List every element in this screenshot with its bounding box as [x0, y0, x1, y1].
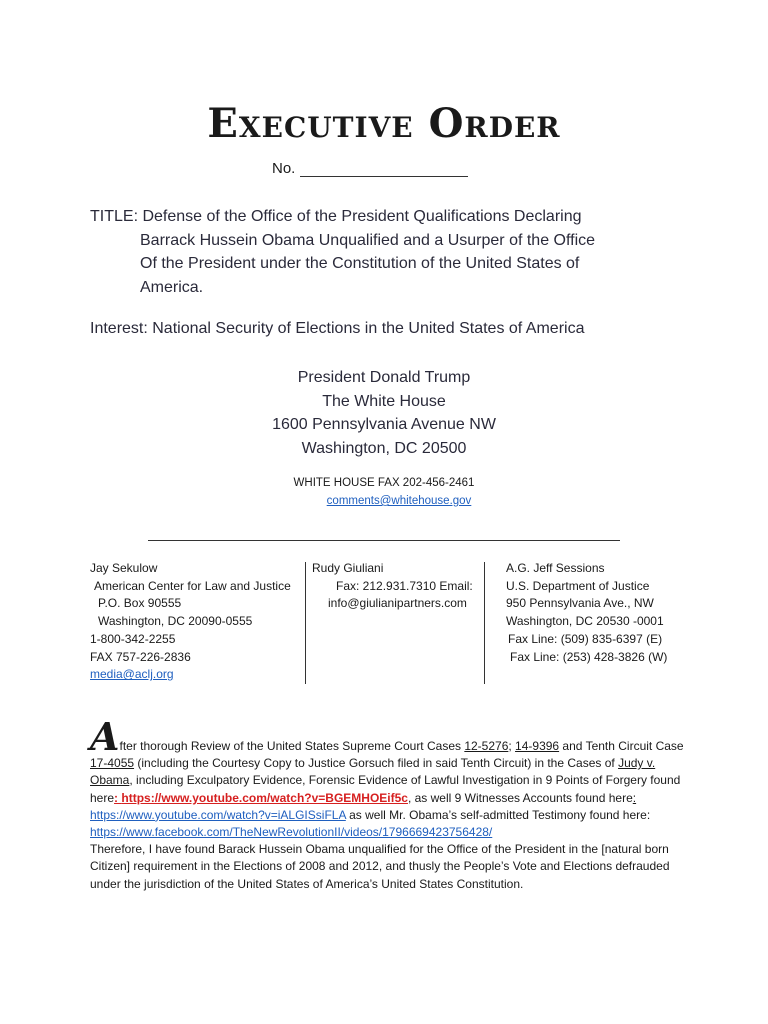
youtube-link-witnesses[interactable]: https://www.youtube.com/watch?v=iALGISsiFLA: [90, 807, 346, 822]
fax-email-link[interactable]: comments@whitehouse.gov: [326, 495, 472, 507]
sessions-street: 950 Pennsylvania Ave., NW: [506, 596, 654, 611]
order-number-blank: [300, 162, 468, 177]
youtube-link-forgery[interactable]: https://www.youtube.com/watch?v=BGEMHOEif5c: [121, 790, 408, 805]
interest-line: Interest: National Security of Elections in the United States of America: [90, 320, 585, 337]
giuliani-fax: Fax: 212.931.7310 Email:: [336, 578, 473, 593]
giuliani-name: Rudy Giuliani: [312, 561, 384, 575]
drop-cap: A: [90, 714, 120, 759]
case-17-4055: 17-4055: [90, 756, 135, 771]
sekulow-org: American Center for Law and Justice: [94, 578, 291, 593]
title-block: [90, 205, 650, 299]
sessions-city: Washington, DC 20530 -0001: [506, 614, 664, 629]
address-street: 1600 Pennsylvania Avenue NW: [272, 416, 496, 433]
address-city: Washington, DC 20500: [301, 439, 467, 457]
case-14-9396: 14-9396: [515, 739, 560, 753]
sekulow-city: Washington, DC 20090-0555: [98, 614, 253, 629]
order-number: [272, 160, 468, 177]
fax-block: [0, 474, 768, 510]
body-text-segment: (including the Courtesy Copy to Justice Gorsuch filed in said Tenth Circuit) in the Cases of: [134, 756, 619, 771]
colon-2: :: [632, 790, 637, 805]
title-line-1: TITLE: Defense of the Office of the President Qualifications Declaring: [90, 208, 582, 225]
document-title: Executive Order: [207, 100, 561, 147]
body-paragraph: [90, 714, 685, 893]
divider-line: [148, 540, 620, 541]
sessions-org: U.S. Department of Justice: [506, 578, 650, 593]
case-judy-v-obama: Judy v. Obama: [90, 756, 656, 788]
sessions-fax-w: Fax Line: (253) 428-3826 (W): [510, 649, 668, 664]
body-text-segment: as well Mr. Obama’s self-admitted Testimony found here:: [345, 807, 651, 822]
sekulow-phone: 1-800-342-2255: [90, 631, 176, 646]
contact-giuliani: [306, 560, 484, 613]
title-line-3: Of the President under the Constitution of the United States of: [140, 255, 580, 272]
case-12-5276: 12-5276: [464, 739, 509, 753]
body-text-segment: and Tenth Circuit Case: [559, 739, 684, 753]
contact-sessions: [484, 560, 684, 666]
fax-line: WHITE HOUSE FAX 202-456-2461: [293, 477, 475, 489]
sessions-fax-e: Fax Line: (509) 835-6397 (E): [508, 631, 663, 646]
body-text-segment: ;: [508, 739, 516, 753]
conclusion-paragraph: Therefore, I have found Barack Hussein Obama unqualified for the Office of the President in the [natural born Citizen] requirement in the Elections of 2008 and 2012, and thusly the People’s Vote and Elections defrauded under the jurisdiction of the United States of America’s United States Constitution.: [90, 842, 670, 891]
title-line-2: Barrack Hussein Obama Unqualified and a Usurper of the Office: [140, 231, 596, 249]
address-name: President Donald Trump: [297, 369, 471, 386]
sekulow-name: Jay Sekulow: [90, 561, 158, 575]
body-text-segment: fter thorough Review of the United States Supreme Court Cases: [119, 739, 465, 753]
contact-sekulow: [90, 560, 305, 684]
sessions-name: A.G. Jeff Sessions: [506, 561, 605, 575]
body-text-segment: , as well 9 Witnesses Accounts found here: [407, 790, 633, 805]
order-number-label: No.: [272, 160, 296, 177]
colon-1: :: [114, 790, 122, 805]
giuliani-email: info@giulianipartners.com: [328, 596, 467, 611]
body-text-segment: , including Exculpatory Evidence, Forensic Evidence of Lawful Investigation in 9 Points of Forgery found here: [90, 773, 681, 805]
address-org: The White House: [322, 392, 446, 410]
title-line-4: America.: [140, 278, 204, 296]
address-block: [0, 366, 768, 460]
facebook-link-testimony[interactable]: https://www.facebook.com/TheNewRevolutionII/videos/1796669423756428/: [90, 825, 493, 840]
sekulow-po: P.O. Box 90555: [98, 596, 182, 611]
sekulow-fax: FAX 757-226-2836: [90, 649, 191, 664]
sekulow-email-link[interactable]: media@aclj.org: [90, 667, 174, 682]
